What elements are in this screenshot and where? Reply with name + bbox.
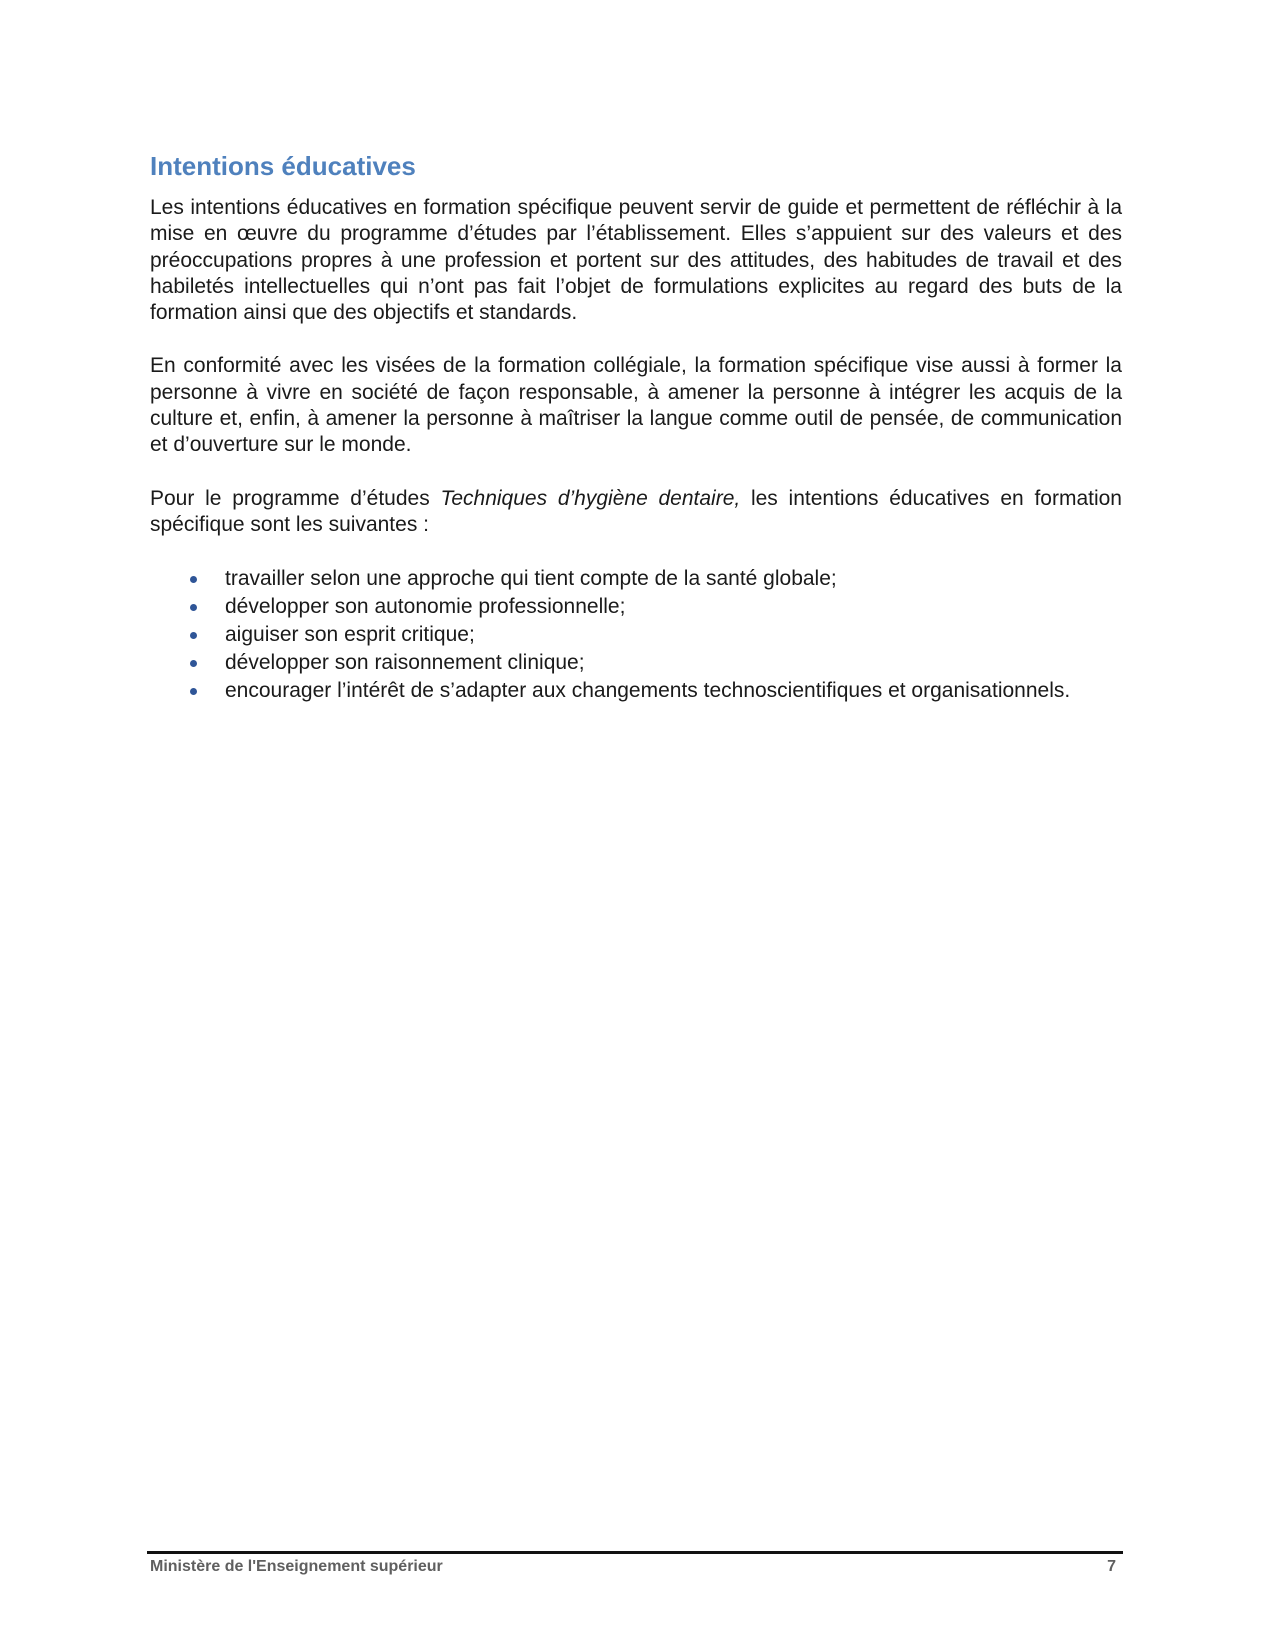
paragraph-program-text-start: Pour le programme d’études [150,486,441,510]
bullet-icon [190,576,197,583]
list-item-text: encourager l’intérêt de s’adapter aux changements technoscientifiques et organisationnels. [225,679,1071,703]
paragraph-program-text-end: les intentions éducatives en formation spécifique sont les suivantes : [150,486,1122,536]
bullet-icon [190,632,197,639]
list-item [150,593,1122,621]
bullet-icon [190,660,197,667]
list-item [150,565,1122,593]
list-item [150,677,1122,705]
list-item-text: aiguiser son esprit critique; [225,623,475,647]
paragraph-conformity: En conformité avec les visées de la formation collégiale, la formation spécifique vise aussi à former la personne à vivre en société de façon responsable, à amener la personne à intégrer les acquis de la culture et, enfin, à amener la personne à maîtriser la langue comme outil de pensée, de communication et d’ouverture sur le monde. [150,354,1122,457]
bullet-icon [190,688,197,695]
page-content [150,150,1122,705]
footer-organization: Ministère de l'Enseignement supérieur [150,1558,443,1575]
list-item-text: travailler selon une approche qui tient compte de la santé globale; [225,567,837,591]
page-footer [150,1558,1122,1576]
paragraph-program [150,486,1122,539]
paragraph-intro: Les intentions éducatives en formation spécifique peuvent servir de guide et permettent de réfléchir à la mise en œuvre du programme d’études par l’établissement. Elles s’appuient sur des valeurs et des préoccupations propres à une profession et portent sur des attitudes, des habitudes de travail et des habiletés intellectuelles qui n’ont pas fait l’objet de formulations explicites au regard des buts de la formation ainsi que des objectifs et standards. [150,196,1122,325]
program-name: Techniques d’hygiène dentaire, [440,486,741,510]
intentions-list [150,565,1122,705]
footer-divider [147,1551,1123,1554]
list-item-text: développer son raisonnement clinique; [225,651,585,675]
bullet-icon [190,604,197,611]
list-item-text: développer son autonomie professionnelle; [225,595,626,619]
list-item [150,621,1122,649]
section-title: Intentions éducatives [150,151,416,181]
page-number: 7 [1107,1558,1116,1575]
list-item [150,649,1122,677]
